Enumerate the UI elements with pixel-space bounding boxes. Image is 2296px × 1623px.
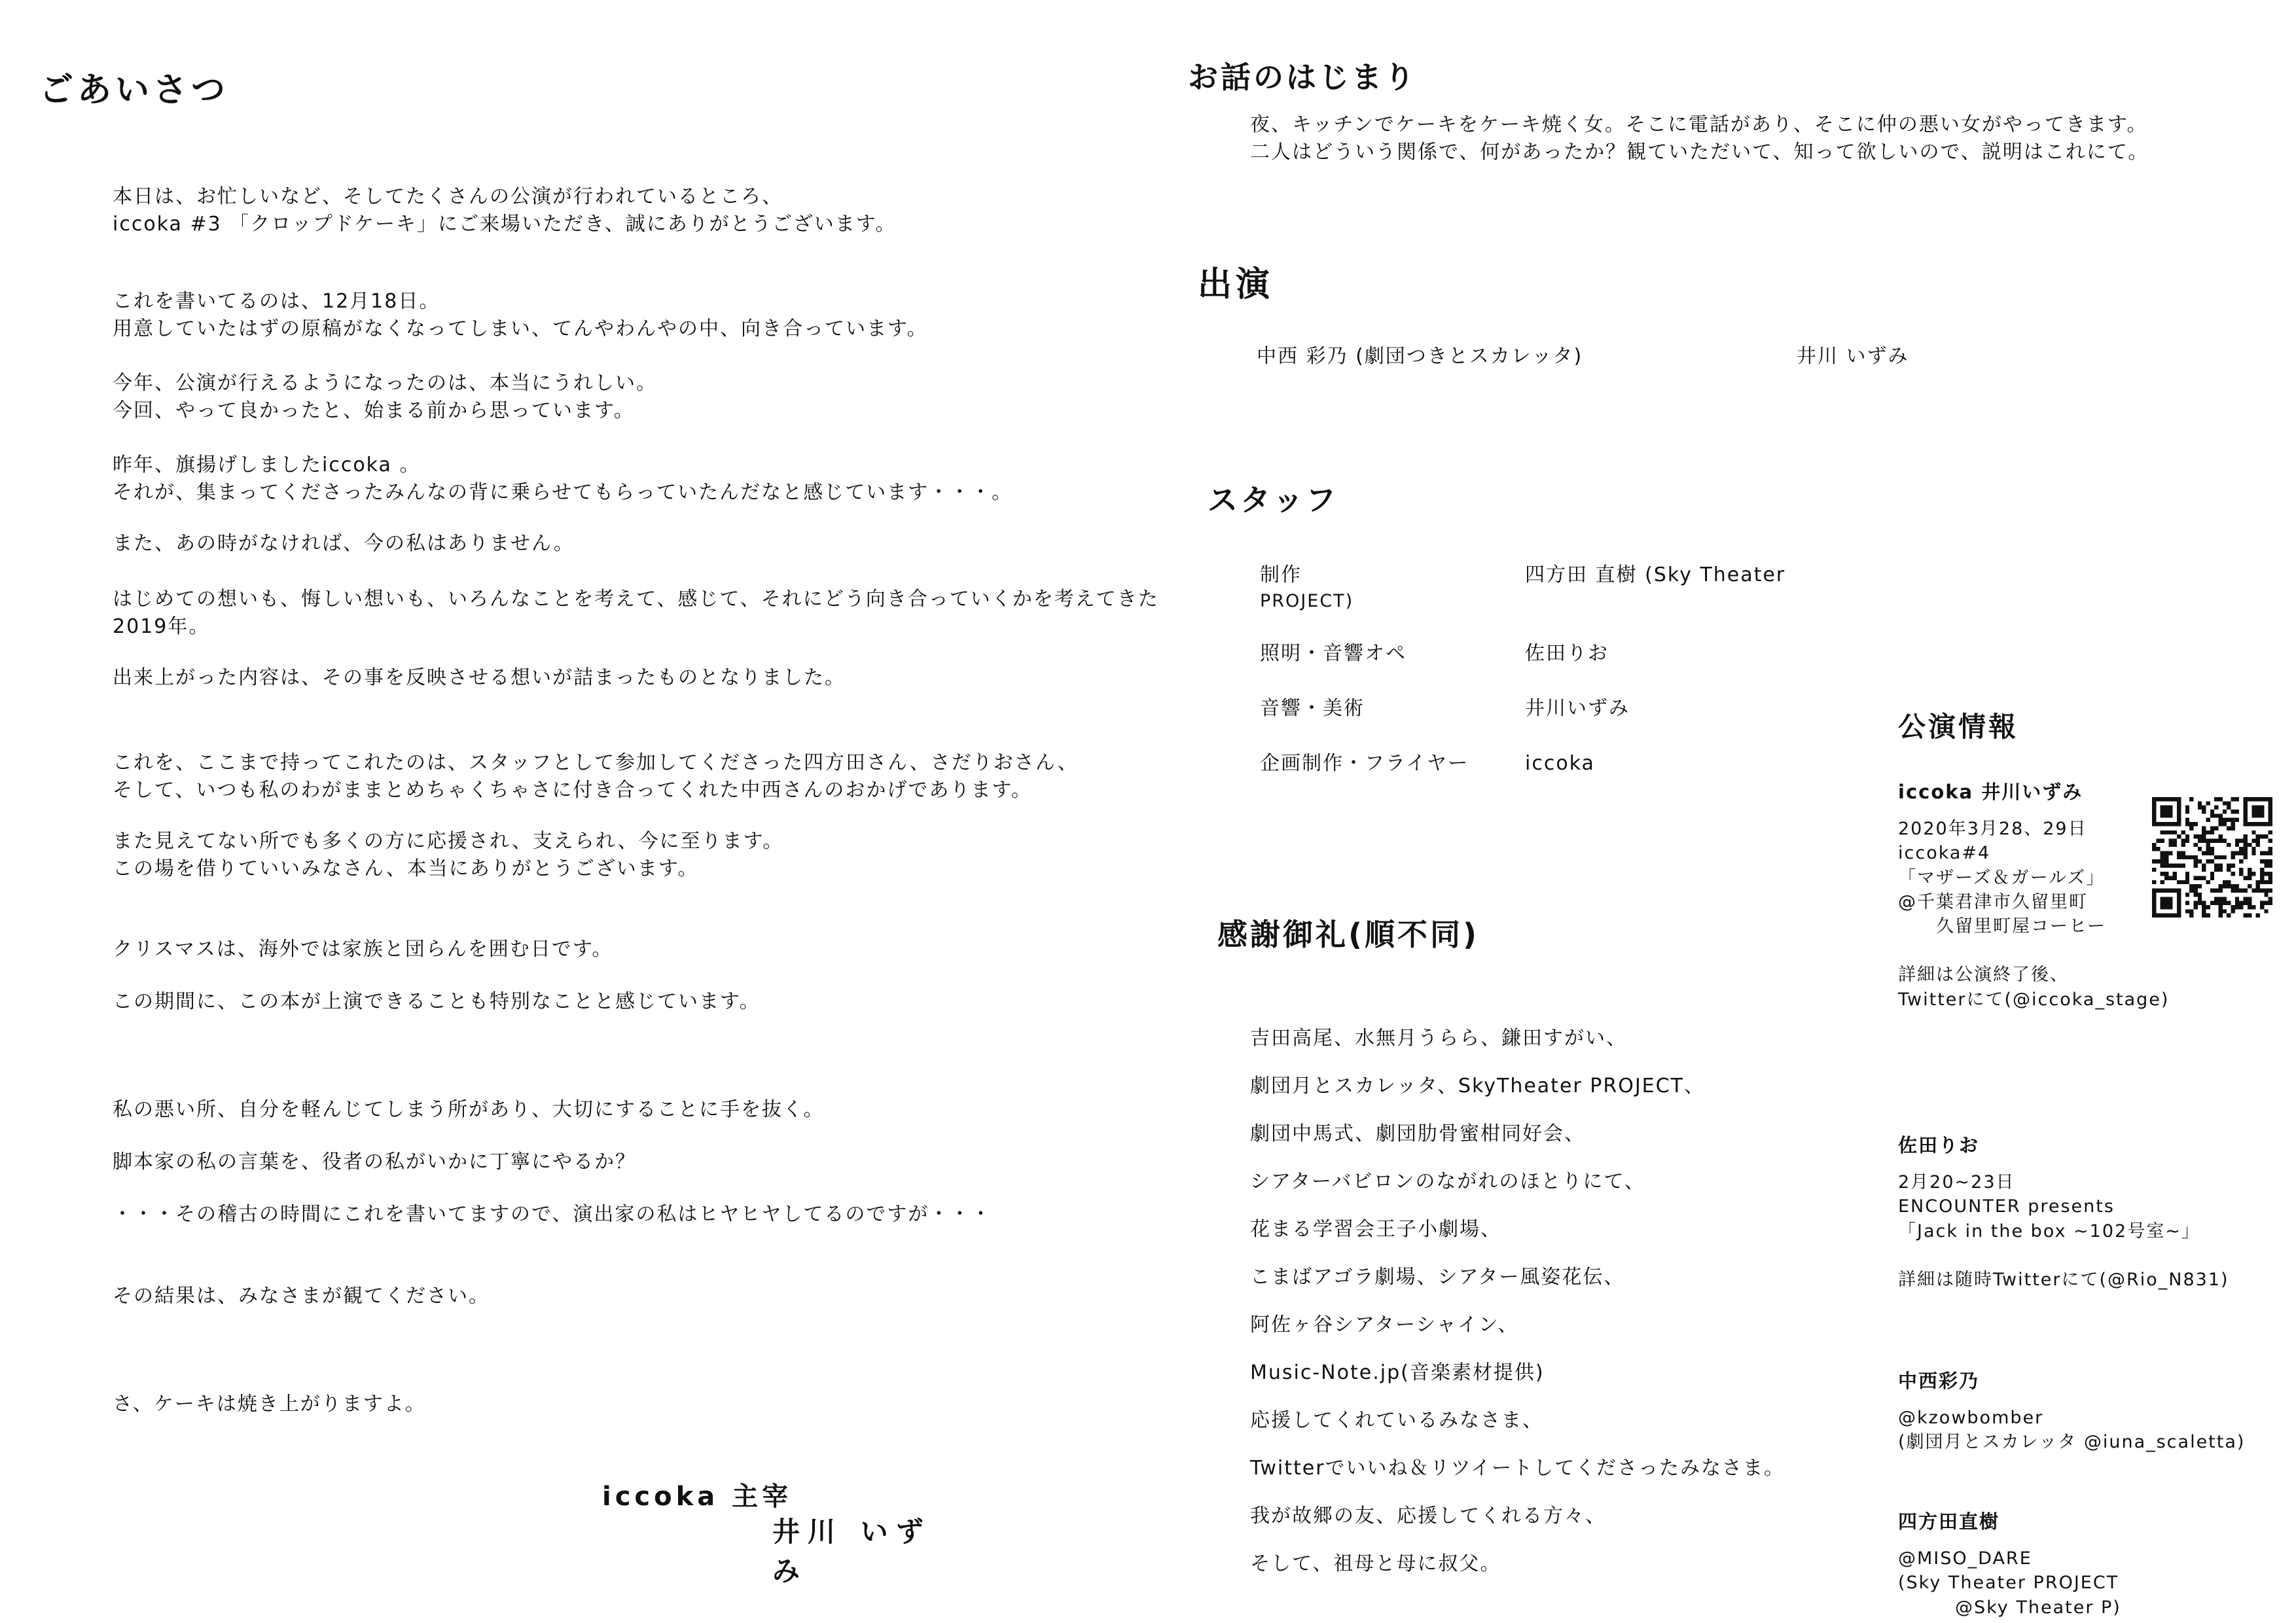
thanks-line: Twitterでいいね＆リツイートしてくださったみなさま。 — [1250, 1457, 1785, 1480]
greeting-line: 今回、やって良かったと、始まる前から思っています。 — [113, 399, 635, 422]
info-block-heading: 中西彩乃 — [1898, 1370, 1980, 1392]
greeting-line: 本日は、お忙しいなど、そしてたくさんの公演が行われているところ、 — [113, 185, 783, 208]
greeting-paragraph — [113, 988, 761, 1016]
greeting-line: それが、集まってくださったみんなの背に乗らせてもらっていたんだなと感じています・・・。 — [113, 481, 1013, 504]
staff-role: 音響・美術 — [1260, 697, 1365, 720]
greeting-line: 用意していたはずの原稿がなくなってしまい、てんやわんやの中、向き合っています。 — [113, 317, 928, 340]
greeting-line: 私の悪い所、自分を軽んじてしまう所があり、大切にすることに手を抜く。 — [113, 1098, 825, 1121]
qr-code-icon — [2152, 797, 2272, 918]
greeting-paragraph — [113, 586, 1159, 641]
staff-role: 制作 — [1260, 563, 1302, 586]
info-line: @千葉君津市久留里町 — [1898, 891, 2088, 912]
greeting-paragraph — [113, 452, 1013, 507]
thanks-line: 花まる学習会王子小劇場、 — [1250, 1218, 1501, 1241]
info-line: iccoka#4 — [1898, 843, 1991, 864]
info-title: 公演情報 — [1898, 711, 2019, 743]
story-title: お話のはじまり — [1188, 60, 1417, 95]
greeting-paragraph — [113, 828, 783, 883]
greeting-title: ごあいさつ — [39, 71, 230, 110]
greeting-line: これを、ここまで持ってこれたのは、スタッフとして参加してくださった四方田さん、さだりおさん、 — [113, 751, 1079, 774]
thanks-line: こまばアゴラ劇場、シアター風姿花伝、 — [1250, 1266, 1625, 1289]
greeting-line: クリスマスは、海外では家族と団らんを囲む日です。 — [113, 938, 613, 961]
greeting-line: 出来上がった内容は、その事を反映させる想いが詰まったものとなりました。 — [113, 666, 846, 689]
signature — [602, 1476, 942, 1589]
greeting-line: 脚本家の私の言葉を、役者の私がいかに丁寧にやるか？ — [113, 1150, 636, 1173]
info-line: 「Jack in the box ~102号室~」 — [1898, 1221, 2200, 1241]
info-line: 2020年3月28、29日 — [1898, 819, 2087, 840]
info-line: @MISO_DARE — [1898, 1548, 2032, 1569]
thanks-line: 吉田高尾、水無月うらら、鎌田すがい、 — [1250, 1027, 1627, 1050]
greeting-paragraph — [113, 288, 928, 343]
thanks-line: 劇団月とスカレッタ、SkyTheater PROJECT、 — [1250, 1075, 1705, 1097]
staff-name: iccoka — [1525, 752, 1595, 775]
greeting-line: 2019年。 — [113, 615, 210, 638]
greeting-paragraph — [113, 183, 896, 238]
greeting-line: さ、ケーキは焼き上がりますよ。 — [113, 1393, 426, 1416]
info-line: @Sky Theater P) — [1898, 1597, 2121, 1618]
info-line — [1898, 938, 2169, 963]
thanks-line: 阿佐ヶ谷シアターシャイン、 — [1250, 1313, 1519, 1336]
greeting-paragraph — [113, 1391, 426, 1418]
info-line: ENCOUNTER presents — [1898, 1196, 2115, 1217]
staff-role: 企画制作・フライヤー — [1260, 752, 1469, 775]
info-line: (Sky Theater PROJECT — [1898, 1573, 2119, 1594]
staff-title: スタッフ — [1208, 482, 1338, 518]
thanks-line: シアターバビロンのながれのほとりにて、 — [1250, 1170, 1645, 1193]
info-block-heading: iccoka 井川いずみ — [1898, 781, 2083, 803]
info-line: 詳細は随時Twitterにて(@Rio_N831) — [1898, 1269, 2229, 1290]
greeting-line: この場を借りていいみなさん、本当にありがとうございます。 — [113, 857, 699, 880]
info-block-heading: 四方田直樹 — [1898, 1510, 2000, 1533]
info-block — [1898, 1368, 2245, 1455]
info-block — [1898, 1132, 2229, 1292]
info-line: Twitterにて(@iccoka_stage) — [1898, 989, 2170, 1010]
thanks-line: Music-Note.jp(音楽素材提供) — [1250, 1361, 1545, 1384]
thanks-line: 劇団中馬式、劇団肋骨蜜柑同好会、 — [1250, 1122, 1585, 1145]
greeting-line: そして、いつも私のわがままとめちゃくちゃさに付き合ってくれた中西さんのおかげであります。 — [113, 779, 1032, 802]
cast-member: 井川 いずみ — [1797, 345, 1909, 368]
info-line: 詳細は公演終了後、 — [1898, 965, 2069, 986]
staff-name: 井川いずみ — [1525, 697, 1630, 720]
story-line: 夜、キッチンでケーキをケーキ焼く女。そこに電話があり、そこに仲の悪い女がやってきます。 — [1250, 113, 2148, 136]
greeting-paragraph — [113, 370, 657, 425]
info-block — [1898, 1508, 2121, 1620]
greeting-line: また見えてない所でも多くの方に応援され、支えられ、今に至ります。 — [113, 830, 784, 853]
greeting-line: 今年、公演が行えるようになったのは、本当にうれしい。 — [113, 372, 657, 395]
greeting-line: ・・・その稽古の時間にこれを書いてますので、演出家の私はヒヤヒヤしてるのですが・・・ — [113, 1203, 992, 1226]
greeting-line: iccoka #3 「クロップドケーキ」にご来場いただき、誠にありがとうございます。 — [113, 213, 897, 236]
greeting-paragraph — [113, 936, 613, 963]
staff-role-cont: PROJECT) — [1260, 591, 1354, 611]
story-text — [1250, 111, 2149, 166]
greeting-paragraph — [113, 1283, 490, 1310]
thanks-line: そして、祖母と母に叔父。 — [1250, 1552, 1501, 1575]
greeting-line: また、あの時がなければ、今の私はありません。 — [113, 532, 575, 555]
info-block — [1898, 779, 2169, 1012]
thanks-line: 応援してくれているみなさま、 — [1250, 1409, 1543, 1432]
thanks-list — [1250, 1014, 1785, 1588]
info-line: @kzowbomber — [1898, 1408, 2044, 1429]
story-line: 二人はどういう関係で、何があったか？観ていただいて、知って欲しいので、説明はこれにて。 — [1250, 141, 2149, 164]
info-line — [1898, 1243, 2229, 1268]
staff-name: 四方田 直樹 (Sky Theater — [1525, 563, 1786, 586]
info-block-heading: 佐田りお — [1898, 1134, 1980, 1156]
info-line: 2月20~23日 — [1898, 1172, 2015, 1193]
greeting-line: はじめての想いも、悔しい想いも、いろんなことを考えて、感じて、それにどう向き合っていくかを考えてきた — [113, 588, 1159, 611]
cast-member: 中西 彩乃 (劇団つきとスカレッタ) — [1257, 345, 1583, 368]
info-line: (劇団月とスカレッタ @iuna_scaletta) — [1898, 1432, 2246, 1453]
thanks-title: 感謝御礼(順不同) — [1217, 917, 1480, 952]
greeting-paragraph — [113, 530, 575, 558]
cast-title: 出演 — [1198, 265, 1274, 304]
greeting-line: この期間に、この本が上演できることも特別なことと感じています。 — [113, 990, 761, 1013]
signature-name: 井川 いずみ — [772, 1516, 931, 1587]
greeting-paragraph — [113, 664, 846, 692]
greeting-line: 昨年、旗揚げしましたiccoka 。 — [113, 454, 421, 476]
thanks-line: 我が故郷の友、応援してくれる方々、 — [1250, 1505, 1606, 1527]
greeting-paragraph — [113, 1149, 636, 1176]
greeting-paragraph — [113, 749, 1079, 804]
info-line: 久留里町屋コーヒー — [1898, 916, 2106, 937]
info-line: 「マザーズ＆ガールズ」 — [1898, 867, 2106, 888]
greeting-paragraph — [113, 1096, 824, 1124]
greeting-paragraph — [113, 1201, 992, 1228]
staff-role: 照明・音響オペ — [1260, 642, 1407, 665]
greeting-line: これを書いてるのは、12月18日。 — [113, 290, 440, 313]
signature-role: iccoka 主宰 — [602, 1482, 793, 1512]
staff-name: 佐田りお — [1525, 642, 1609, 665]
greeting-line: その結果は、みなさまが観てください。 — [113, 1285, 490, 1308]
